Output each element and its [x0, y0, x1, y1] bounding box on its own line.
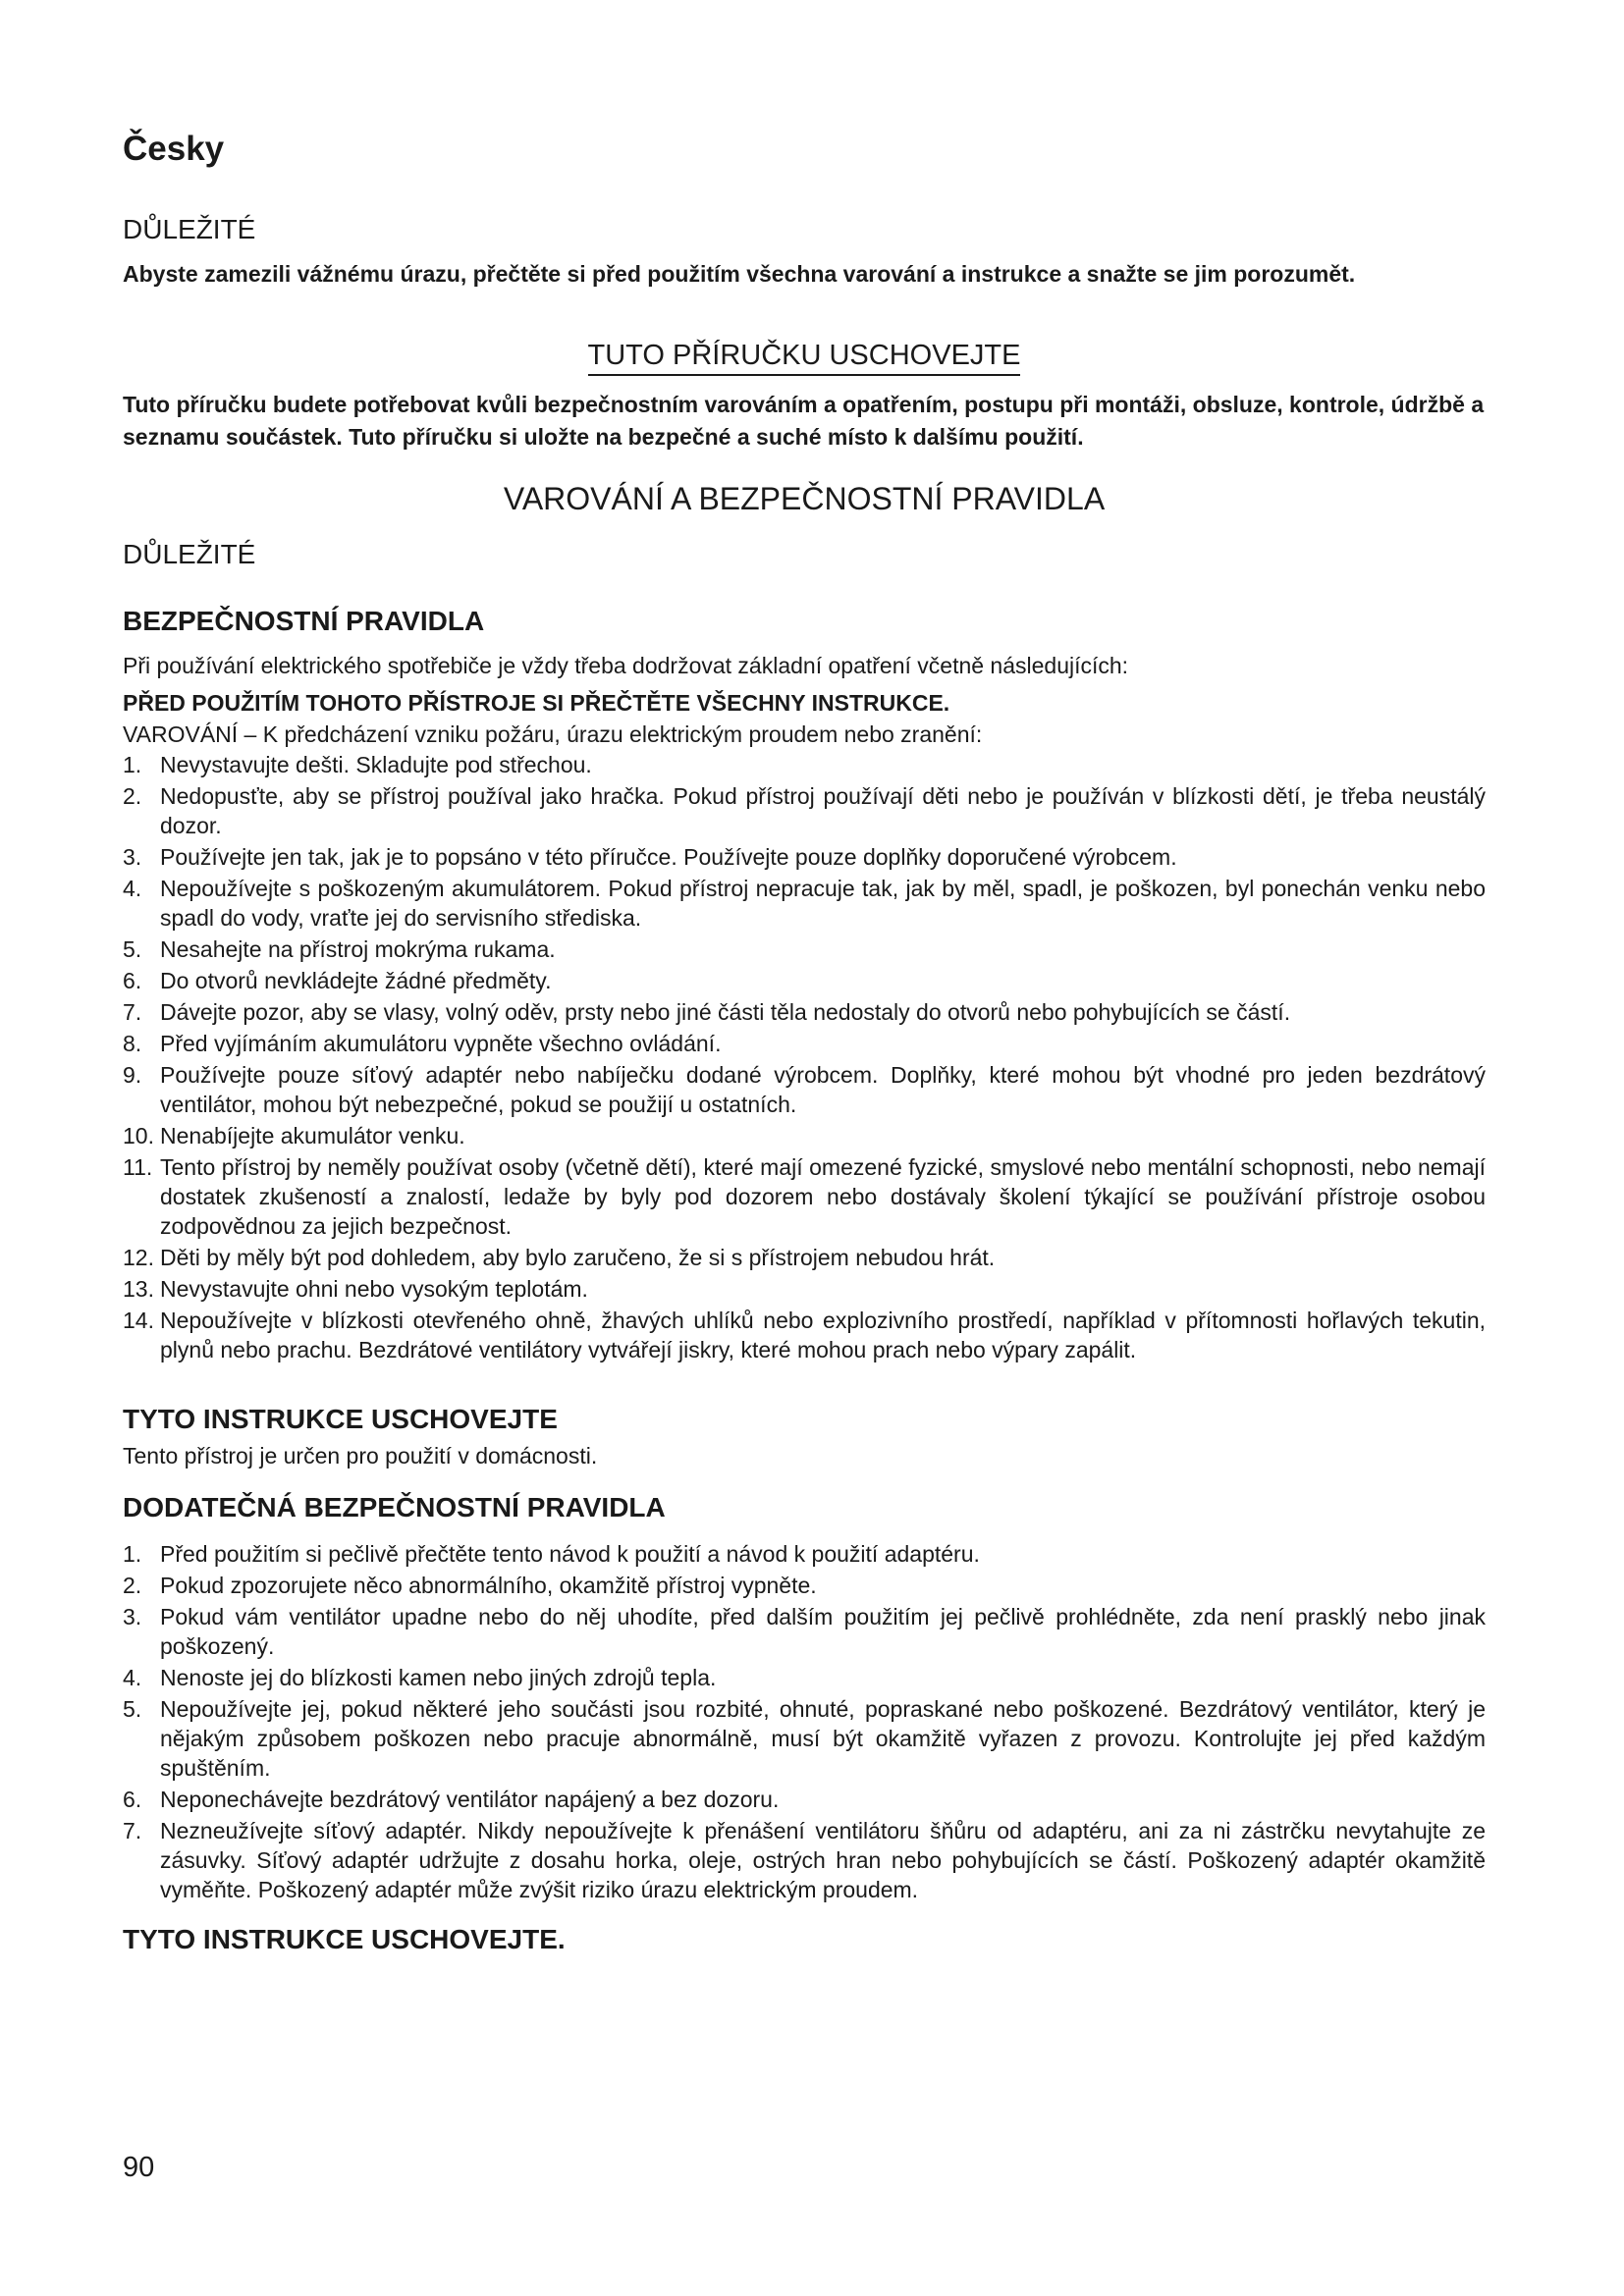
list-item-number: 1. [123, 752, 142, 777]
important-heading: DŮLEŽITÉ [123, 214, 256, 244]
list-item [123, 1274, 1486, 1304]
list-item-number: 5. [123, 936, 142, 962]
list-item-text: Používejte jen tak, jak je to popsáno v této příručce. Používejte pouze doplňky doporučené výrobcem. [160, 844, 1177, 870]
list-item [123, 1060, 1486, 1119]
keep-instructions-heading: TYTO INSTRUKCE USCHOVEJTE [123, 1404, 558, 1434]
list-item-text: Nevystavujte ohni nebo vysokým teplotám. [160, 1276, 588, 1302]
list-item [123, 1029, 1486, 1058]
list-item [123, 1816, 1486, 1904]
list-item [123, 934, 1486, 964]
list-item-number: 6. [123, 968, 142, 993]
list-item [123, 750, 1486, 779]
list-item-number: 4. [123, 1665, 142, 1690]
warning-text: VAROVÁNÍ – K předcházení vzniku požáru, úrazu elektrickým proudem nebo zranění: [123, 721, 983, 747]
list-item-text: Nenoste jej do blízkosti kamen nebo jiných zdrojů tepla. [160, 1665, 717, 1690]
list-item-text: Před vyjímáním akumulátoru vypněte všechno ovládání. [160, 1031, 722, 1056]
safety-rules-list [123, 750, 1486, 1366]
list-item-text: Nesahejte na přístroj mokrýma rukama. [160, 936, 556, 962]
list-item [123, 997, 1486, 1027]
additional-rules-heading: DODATEČNÁ BEZPEČNOSTNÍ PRAVIDLA [123, 1492, 666, 1522]
list-item-number: 7. [123, 1818, 142, 1843]
list-item-number: 11. [123, 1154, 153, 1180]
list-item [123, 1785, 1486, 1814]
intro-text: Abyste zamezili vážnému úrazu, přečtěte si před použitím všechna varování a instrukce a snažte se jim porozumět. [123, 261, 1356, 287]
list-item [123, 1306, 1486, 1364]
list-item-text: Tento přístroj by neměly používat osoby (včetně dětí), které mají omezené fyzické, smyslové nebo mentální schopnosti, nebo nemají dostatek zkušeností a znalostí, ledaže by byly pod dozorem nebo dostávaly školení týkající se používání přístroje osobou zodpovědnou za jejich bezpečnost. [160, 1154, 1486, 1239]
list-item [123, 842, 1486, 872]
list-item-number: 14. [123, 1308, 154, 1333]
keep-manual-text: Tuto příručku budete potřebovat kvůli bezpečnostním varováním a opatřením, postupu při montáži, obsluze, kontrole, údržbě a seznamu součástek. Tuto příručku si uložte na bezpečné a suché místo k dalšímu použití. [123, 392, 1485, 450]
list-item-number: 1. [123, 1541, 142, 1567]
keep-manual-title [123, 340, 1486, 376]
list-item-text: Nepoužívejte jej, pokud některé jeho součásti jsou rozbité, ohnuté, popraskané nebo poškozené. Bezdrátový ventilátor, který je nějakým způsobem poškozen nebo pracuje abnormálně, musí být okamžitě vyřazen z provozu. Kontrolujte jej před každým spuštěním. [160, 1696, 1486, 1781]
list-item [123, 1602, 1486, 1661]
list-item-number: 4. [123, 876, 142, 901]
list-item-number: 5. [123, 1696, 142, 1722]
list-item-text: Nenabíjejte akumulátor venku. [160, 1123, 465, 1148]
list-item [123, 966, 1486, 995]
household-use-text: Tento přístroj je určen pro použití v domácnosti. [123, 1443, 598, 1468]
list-item-number: 3. [123, 1604, 142, 1629]
list-item-number: 13. [123, 1276, 154, 1302]
warnings-title: VAROVÁNÍ A BEZPEČNOSTNÍ PRAVIDLA [503, 481, 1106, 516]
list-item-text: Pokud vám ventilátor upadne nebo do něj uhodíte, před dalším použitím jej pečlivě prohlédněte, zda není prasklý nebo jinak poškozený. [160, 1604, 1486, 1659]
list-item [123, 1121, 1486, 1150]
list-item-text: Používejte pouze síťový adaptér nebo nabíječku dodané výrobcem. Doplňky, které mohou být vhodné pro jeden bezdrátový ventilátor, mohou být nebezpečné, pokud se použijí u ostatních. [160, 1062, 1486, 1117]
list-item-number: 8. [123, 1031, 142, 1056]
list-item-text: Nevystavujte dešti. Skladujte pod střechou. [160, 752, 592, 777]
list-item-text: Nezneužívejte síťový adaptér. Nikdy nepoužívejte k přenášení ventilátoru šňůru od adaptéru, ani za ni zástrčku nevytahujte ze zásuvky. Síťový adaptér udržujte z dosahu horka, oleje, ostrých hran nebo pohybujících se částí. Poškozený adaptér okamžitě vyměňte. Poškozený adaptér může zvýšit riziko úrazu elektrickým proudem. [160, 1818, 1486, 1902]
list-item-text: Děti by měly být pod dohledem, aby bylo zaručeno, že si s přístrojem nebudou hrát. [160, 1245, 996, 1270]
list-item-text: Před použitím si pečlivě přečtěte tento návod k použití a návod k použití adaptéru. [160, 1541, 980, 1567]
list-item-number: 12. [123, 1245, 154, 1270]
page-number: 90 [123, 2152, 155, 2183]
list-item-text: Neponechávejte bezdrátový ventilátor napájený a bez dozoru. [160, 1787, 780, 1812]
keep-instructions-heading-2: TYTO INSTRUKCE USCHOVEJTE. [123, 1924, 566, 1954]
general-precautions-text: Při používání elektrického spotřebiče je vždy třeba dodržovat základní opatření včetně následujících: [123, 653, 1129, 678]
list-item-number: 9. [123, 1062, 142, 1088]
list-item [123, 1571, 1486, 1600]
list-item [123, 1243, 1486, 1272]
important-heading-2: DŮLEŽITÉ [123, 539, 256, 569]
list-item [123, 1539, 1486, 1569]
list-item [123, 1152, 1486, 1241]
list-item [123, 1663, 1486, 1692]
list-item-text: Nedopusťte, aby se přístroj používal jako hračka. Pokud přístroj používají děti nebo je používán v blízkosti dětí, je třeba neustálý dozor. [160, 783, 1486, 838]
list-item-text: Nepoužívejte s poškozeným akumulátorem. Pokud přístroj nepracuje tak, jak by měl, spadl, je poškozen, byl ponechán venku nebo spadl do vody, vraťte jej do servisního střediska. [160, 876, 1486, 931]
keep-manual-title-text: TUTO PŘÍRUČKU USCHOVEJTE [588, 340, 1021, 376]
list-item-text: Do otvorů nevkládejte žádné předměty. [160, 968, 552, 993]
safety-rules-heading: BEZPEČNOSTNÍ PRAVIDLA [123, 606, 485, 636]
list-item [123, 874, 1486, 933]
list-item [123, 781, 1486, 840]
list-item-number: 2. [123, 783, 142, 809]
list-item-number: 7. [123, 999, 142, 1025]
list-item-number: 10. [123, 1123, 154, 1148]
list-item-text: Dávejte pozor, aby se vlasy, volný oděv, prsty nebo jiné části těla nedostaly do otvorů nebo pohybujících se částí. [160, 999, 1291, 1025]
list-item-text: Nepoužívejte v blízkosti otevřeného ohně, žhavých uhlíků nebo explozivního prostředí, například v přítomnosti hořlavých tekutin, plynů nebo prachu. Bezdrátové ventilátory vytvářejí jiskry, které mohou prach nebo výpary zapálit. [160, 1308, 1486, 1362]
list-item-number: 6. [123, 1787, 142, 1812]
list-item-number: 3. [123, 844, 142, 870]
additional-rules-list [123, 1539, 1486, 1906]
list-item-number: 2. [123, 1573, 142, 1598]
language-heading: Česky [123, 130, 225, 168]
list-item-text: Pokud zpozorujete něco abnormálního, okamžitě přístroj vypněte. [160, 1573, 817, 1598]
list-item [123, 1694, 1486, 1783]
read-instructions-text: PŘED POUŽITÍM TOHOTO PŘÍSTROJE SI PŘEČTĚTE VŠECHNY INSTRUKCE. [123, 690, 950, 716]
